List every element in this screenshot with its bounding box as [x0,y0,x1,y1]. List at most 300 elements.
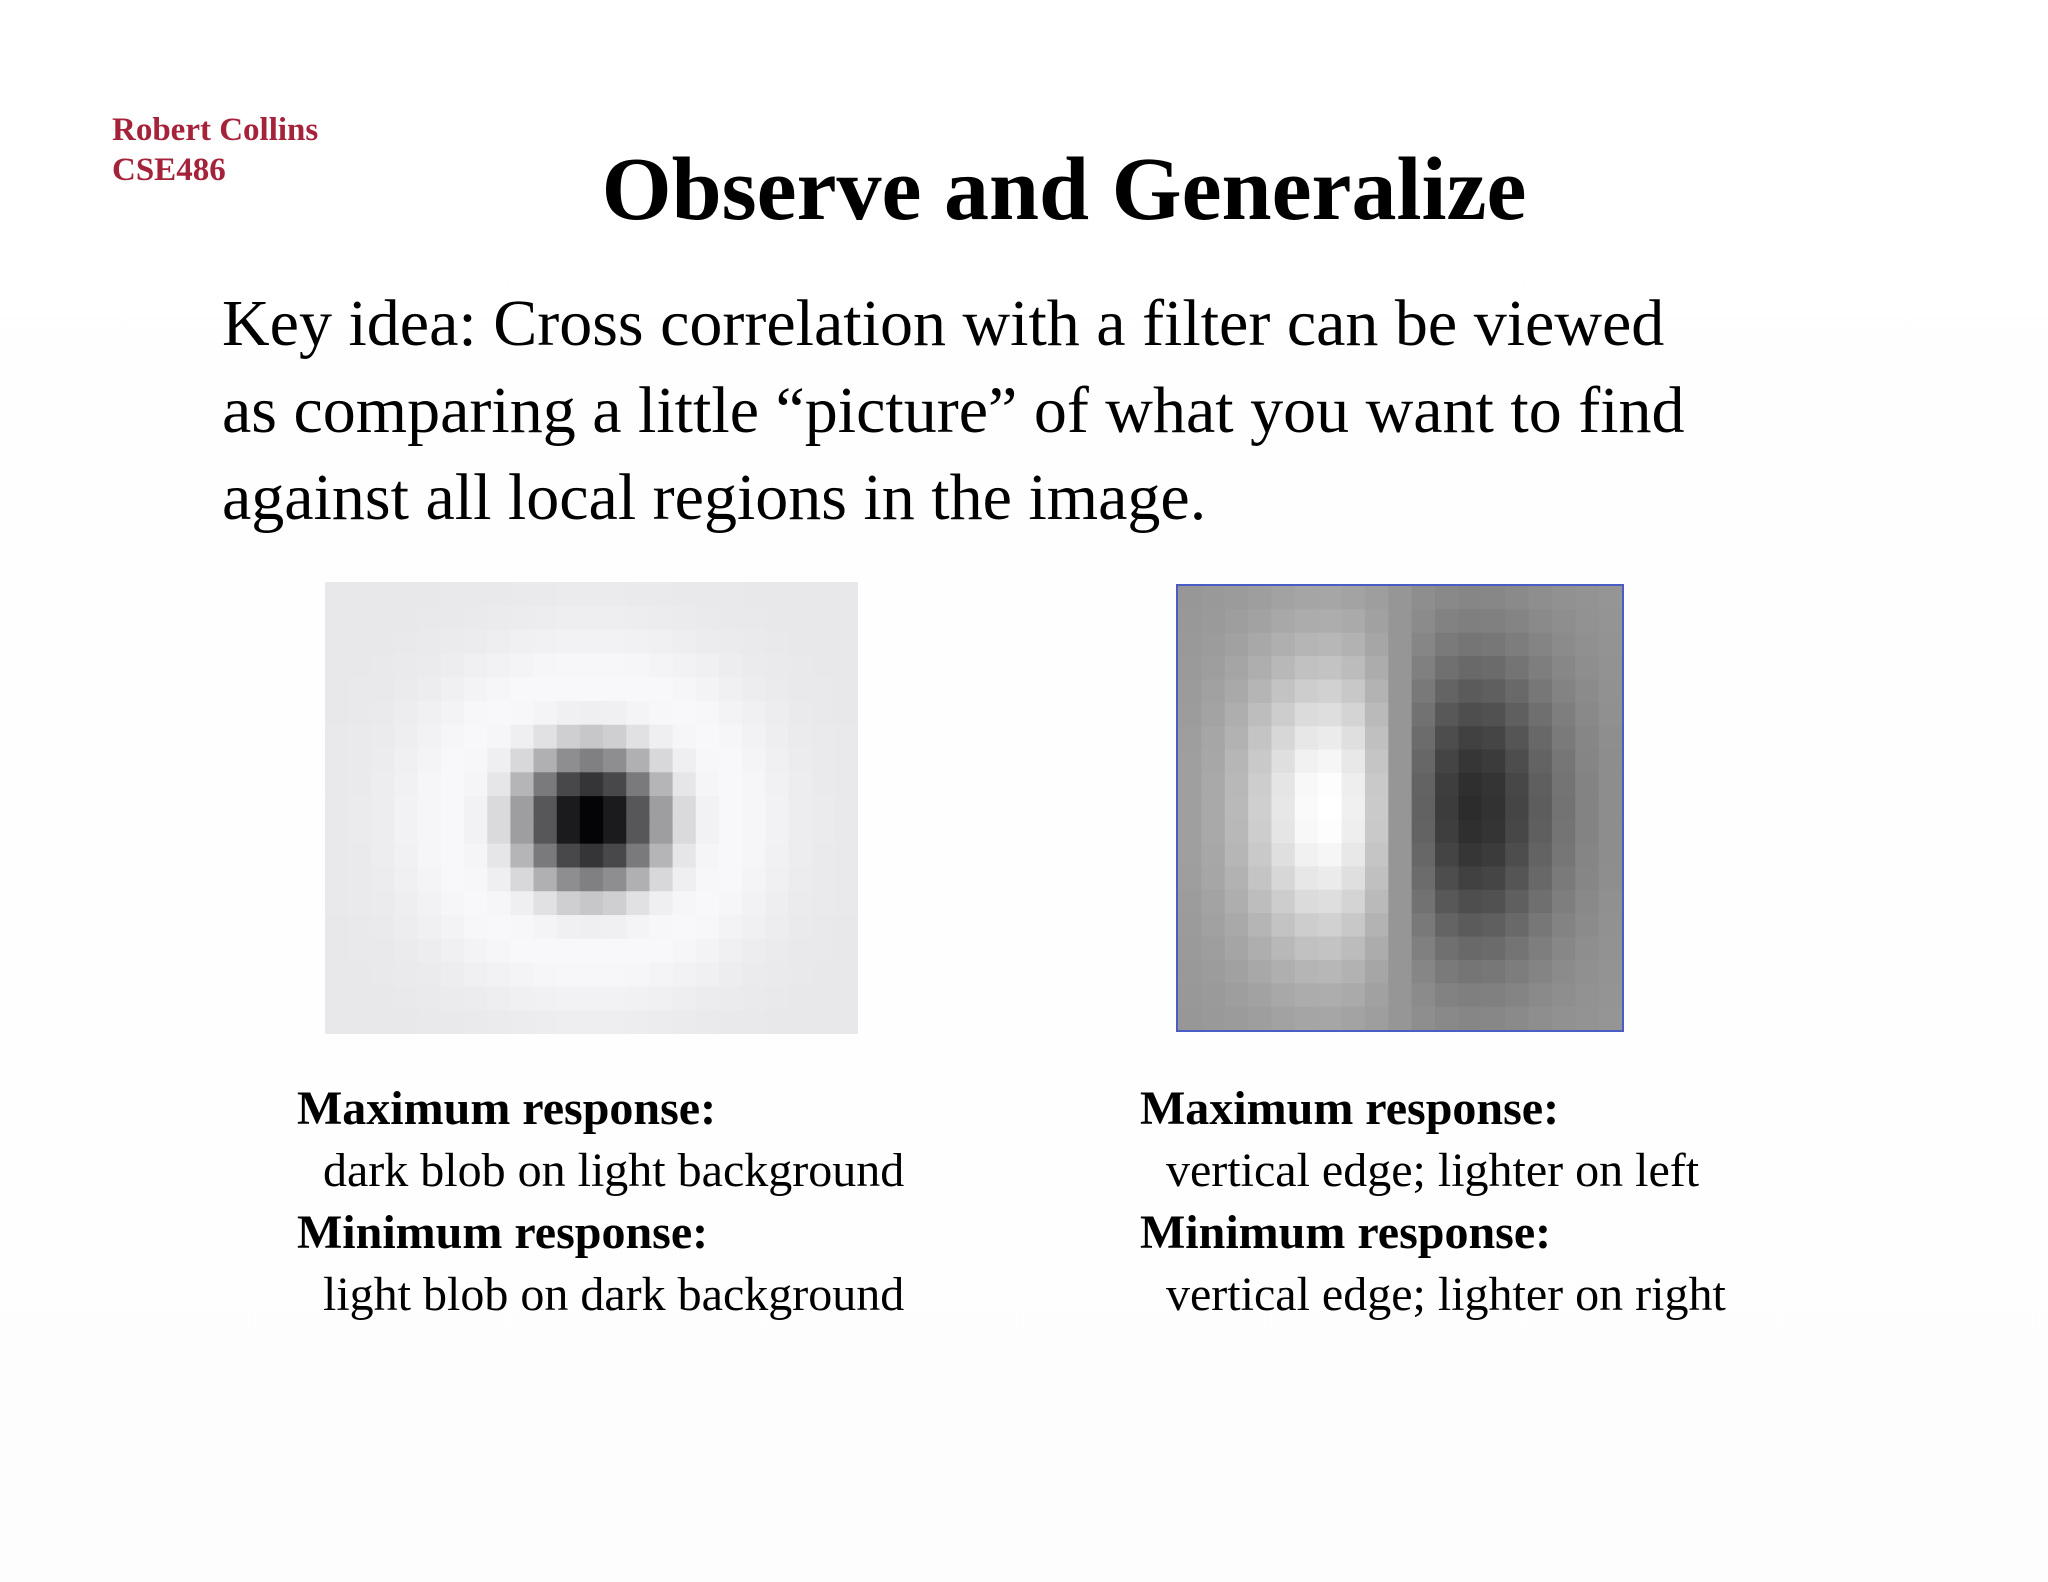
edge-filter-pixel [1342,796,1366,820]
edge-filter-pixel [1178,913,1202,937]
edge-filter-pixel [1248,820,1272,844]
blob-filter-pixel [580,653,604,677]
blob-filter-pixel [673,939,697,963]
blob-filter-pixel [812,963,836,987]
blob-filter-pixel [464,844,488,868]
blob-filter-pixel [418,867,442,891]
blob-filter-pixel [441,701,465,725]
blob-filter-pixel [395,749,419,773]
blob-filter-pixel [719,963,743,987]
edge-filter-pixel [1435,609,1459,633]
edge-filter-pixel [1599,866,1623,890]
blob-filter-pixel [742,606,766,630]
blob-filter-pixel [765,867,789,891]
blob-filter-pixel [765,796,789,820]
blob-filter-pixel [510,867,534,891]
blob-filter-pixel [742,1010,766,1034]
blob-filter-pixel [835,796,858,820]
course-code: CSE486 [112,152,226,188]
edge-filter-pixel [1412,656,1436,680]
blob-filter-pixel [673,986,697,1010]
edge-filter-pixel [1529,820,1553,844]
blob-filter-pixel [534,891,558,915]
edge-filter-pixel [1271,913,1295,937]
edge-filter-pixel [1388,656,1412,680]
blob-filter-pixel [626,915,650,939]
blob-filter-caption [297,1078,904,1326]
blob-filter-pixel [835,867,858,891]
blob-filter-pixel [371,725,395,749]
blob-filter-pixel [534,772,558,796]
blob-filter-pixel [418,749,442,773]
blob-filter-pixel [534,986,558,1010]
blob-filter-pixel [696,796,720,820]
blob-filter-pixel [765,606,789,630]
edge-filter-pixel [1342,703,1366,727]
edge-filter-pixel [1248,679,1272,703]
edge-filter-pixel [1248,1007,1272,1031]
edge-filter-pixel [1599,983,1623,1007]
blob-filter-pixel [418,701,442,725]
blob-filter-pixel [673,701,697,725]
edge-filter-pixel [1271,866,1295,890]
blob-filter-pixel [371,582,395,606]
blob-filter-pixel [835,582,858,606]
blob-filter-pixel [765,844,789,868]
edge-filter-pixel [1295,796,1319,820]
blob-filter-pixel [325,796,349,820]
blob-filter-pixel [395,796,419,820]
edge-filter-pixel [1271,773,1295,797]
edge-filter-pixel [1529,726,1553,750]
edge-filter-pixel [1412,703,1436,727]
blob-filter-pixel [696,891,720,915]
edge-filter-pixel [1318,983,1342,1007]
edge-filter-pixel [1248,866,1272,890]
edge-filter-pixel [1201,983,1225,1007]
blob-filter-pixel [603,820,627,844]
blob-filter-pixel [626,749,650,773]
blob-filter-pixel [510,820,534,844]
edge-filter-pixel [1458,820,1482,844]
max-response-label: Maximum response: [1140,1082,1560,1135]
blob-filter-pixel [719,582,743,606]
blob-filter-pixel [534,677,558,701]
edge-filter-pixel [1388,890,1412,914]
edge-filter-pixel [1178,633,1202,657]
blob-filter-pixel [534,796,558,820]
edge-filter-pixel [1365,960,1389,984]
edge-filter-pixel [1248,609,1272,633]
edge-filter-pixel [1365,703,1389,727]
max-response-desc: vertical edge; lighter on left [1166,1144,1700,1197]
blob-filter-pixel [673,630,697,654]
blob-filter-pixel [603,653,627,677]
edge-filter-pixel [1529,796,1553,820]
edge-filter-pixel [1458,609,1482,633]
edge-filter-pixel [1505,913,1529,937]
edge-filter-pixel [1225,913,1249,937]
blob-filter-pixel [765,772,789,796]
blob-filter-pixel [418,963,442,987]
blob-filter-pixel [464,963,488,987]
edge-filter-pixel [1388,1007,1412,1031]
blob-filter-pixel [696,772,720,796]
blob-filter-pixel [418,844,442,868]
blob-filter-pixel [649,725,673,749]
edge-filter-pixel [1575,866,1599,890]
edge-filter-pixel [1529,679,1553,703]
blob-filter-pixel [371,749,395,773]
blob-filter-pixel [812,844,836,868]
edge-filter-pixel [1435,773,1459,797]
edge-filter-pixel [1178,983,1202,1007]
blob-filter-pixel [371,630,395,654]
blob-filter-pixel [742,820,766,844]
edge-filter-pixel [1529,913,1553,937]
edge-filter-pixel [1435,586,1459,610]
blob-filter-pixel [325,986,349,1010]
blob-filter-pixel [812,986,836,1010]
blob-filter-pixel [441,867,465,891]
blob-filter-pixel [557,749,581,773]
blob-filter-pixel [742,772,766,796]
edge-filter-pixel [1248,937,1272,961]
blob-filter-pixel [696,677,720,701]
blob-filter-pixel [441,963,465,987]
edge-filter-pixel [1342,913,1366,937]
edge-filter-pixel [1271,609,1295,633]
blob-filter-pixel [835,915,858,939]
edge-filter-pixel [1505,1007,1529,1031]
edge-filter-pixel [1295,890,1319,914]
blob-filter-pixel [395,582,419,606]
blob-filter-pixel [626,701,650,725]
blob-filter-pixel [696,701,720,725]
edge-filter-pixel [1529,609,1553,633]
blob-filter-pixel [603,891,627,915]
edge-filter-pixel [1412,633,1436,657]
blob-filter-pixel [696,867,720,891]
blob-filter-pixel [557,606,581,630]
blob-filter-pixel [418,582,442,606]
blob-filter-pixel [626,867,650,891]
edge-filter-pixel [1295,960,1319,984]
key-idea-line: against all local regions in the image. [222,461,1207,534]
edge-filter-pixel [1482,960,1506,984]
edge-filter-pixel [1552,773,1576,797]
edge-filter-pixel [1201,890,1225,914]
blob-filter-pixel [812,630,836,654]
blob-filter-pixel [580,796,604,820]
edge-filter-pixel [1201,773,1225,797]
edge-filter-pixel [1178,750,1202,774]
blob-filter-pixel [487,630,511,654]
blob-filter-pixel [418,986,442,1010]
blob-filter-pixel [487,749,511,773]
edge-filter-pixel [1388,843,1412,867]
blob-filter-pixel [395,725,419,749]
edge-filter-pixel [1552,750,1576,774]
edge-filter-pixel [1412,750,1436,774]
edge-filter-pixel [1201,726,1225,750]
blob-filter-pixel [395,891,419,915]
edge-filter-pixel [1318,679,1342,703]
blob-filter-pixel [835,963,858,987]
blob-filter-pixel [719,1010,743,1034]
edge-filter-pixel [1225,609,1249,633]
edge-filter-pixel [1271,796,1295,820]
edge-filter-pixel [1248,983,1272,1007]
edge-filter-pixel [1248,773,1272,797]
blob-filter-pixel [603,772,627,796]
edge-filter-pixel [1225,750,1249,774]
blob-filter-pixel [649,582,673,606]
blob-filter-pixel [835,891,858,915]
edge-filter-pixel [1248,890,1272,914]
blob-filter-pixel [673,582,697,606]
blob-filter-pixel [557,582,581,606]
blob-filter-pixel [649,820,673,844]
blob-filter-pixel [325,606,349,630]
blob-filter-pixel [649,630,673,654]
blob-filter-pixel [696,582,720,606]
edge-filter-pixel [1529,1007,1553,1031]
blob-filter-pixel [835,820,858,844]
blob-filter-pixel [325,630,349,654]
blob-filter-pixel [441,891,465,915]
blob-filter-pixel [649,701,673,725]
blob-filter-pixel [487,915,511,939]
blob-filter-pixel [765,820,789,844]
edge-filter-pixel [1505,679,1529,703]
blob-filter-pixel [765,939,789,963]
edge-filter-pixel [1412,586,1436,610]
blob-filter-pixel [742,986,766,1010]
edge-filter-pixel [1318,1007,1342,1031]
edge-filter-pixel [1599,633,1623,657]
edge-filter-pixel [1505,866,1529,890]
blob-filter-pixel [626,725,650,749]
min-response-desc: vertical edge; lighter on right [1166,1268,1726,1321]
blob-filter-pixel [348,630,372,654]
edge-filter-pixel [1318,773,1342,797]
edge-filter-pixel [1295,586,1319,610]
blob-filter-pixel [464,915,488,939]
edge-filter-pixel [1458,960,1482,984]
blob-filter-pixel [487,677,511,701]
edge-filter-pixel [1201,960,1225,984]
blob-filter-pixel [325,701,349,725]
blob-filter-pixel [649,915,673,939]
blob-filter-pixel [325,677,349,701]
blob-filter-pixel [812,891,836,915]
blob-filter-pixel [348,986,372,1010]
edge-filter-pixel [1412,796,1436,820]
edge-filter-pixel [1225,633,1249,657]
edge-filter-pixel [1318,913,1342,937]
blob-filter-pixel [603,630,627,654]
blob-filter-pixel [348,796,372,820]
blob-filter-pixel [510,844,534,868]
blob-filter-pixel [441,796,465,820]
blob-filter-pixel [325,891,349,915]
blob-filter-pixel [649,939,673,963]
blob-filter-pixel [348,725,372,749]
blob-filter-pixel [742,891,766,915]
edge-filter-pixel [1388,866,1412,890]
edge-filter-pixel [1552,890,1576,914]
edge-filter-pixel [1365,609,1389,633]
blob-filter-pixel [464,820,488,844]
edge-filter-pixel [1482,656,1506,680]
blob-filter-pixel [812,820,836,844]
edge-filter-pixel [1178,773,1202,797]
blob-filter-pixel [719,939,743,963]
blob-filter-pixel [487,701,511,725]
edge-filter-pixel [1458,796,1482,820]
edge-filter-pixel [1412,820,1436,844]
edge-filter-pixel [1178,937,1202,961]
edge-filter-pixel [1318,633,1342,657]
blob-filter-pixel [395,867,419,891]
edge-filter-pixel [1342,633,1366,657]
edge-filter-pixel [1295,866,1319,890]
blob-filter-pixel [395,772,419,796]
blob-filter-pixel [441,986,465,1010]
blob-filter-pixel [510,582,534,606]
edge-filter-pixel [1599,703,1623,727]
blob-filter-pixel [441,939,465,963]
edge-filter-pixel [1225,820,1249,844]
edge-filter-pixel [1599,586,1623,610]
blob-filter-pixel [510,915,534,939]
blob-filter-pixel [649,986,673,1010]
blob-filter-pixel [371,1010,395,1034]
blob-filter-pixel [557,820,581,844]
blob-filter-pixel [418,1010,442,1034]
edge-filter-pixel [1271,1007,1295,1031]
blob-filter-pixel [487,796,511,820]
blob-filter-pixel [788,582,812,606]
blob-filter-pixel [626,653,650,677]
edge-filter-pixel [1575,726,1599,750]
edge-filter-pixel [1529,703,1553,727]
edge-filter-pixel [1412,866,1436,890]
edge-filter-pixel [1412,890,1436,914]
blob-filter-pixel [534,867,558,891]
edge-filter-pixel [1412,913,1436,937]
edge-filter-pixel [1318,796,1342,820]
blob-filter-pixel [788,963,812,987]
blob-filter-pixel [395,630,419,654]
edge-filter-pixel [1225,866,1249,890]
edge-filter-pixel [1388,726,1412,750]
edge-filter-pixel [1458,773,1482,797]
edge-filter-pixel [1435,679,1459,703]
blob-filter-pixel [464,772,488,796]
blob-filter-pixel [649,844,673,868]
edge-filter-pixel [1575,843,1599,867]
edge-filter-pixel [1295,703,1319,727]
edge-filter-pixel [1178,843,1202,867]
edge-filter-pixel [1552,586,1576,610]
edge-filter-pixel [1458,633,1482,657]
edge-filter-pixel [1201,750,1225,774]
edge-filter-pixel [1482,913,1506,937]
edge-filter-pixel [1318,820,1342,844]
edge-filter-pixel [1388,750,1412,774]
blob-filter-pixel [395,844,419,868]
blob-filter-pixel [487,725,511,749]
edge-filter-pixel [1248,586,1272,610]
edge-filter-pixel [1505,960,1529,984]
blob-filter-pixel [557,1010,581,1034]
blob-filter-pixel [649,1010,673,1034]
blob-filter-pixel [580,963,604,987]
blob-filter-pixel [719,891,743,915]
blob-filter-pixel [348,867,372,891]
blob-filter-pixel [510,606,534,630]
blob-filter-pixel [765,749,789,773]
edge-filter-pixel [1599,960,1623,984]
edge-filter-pixel [1178,866,1202,890]
blob-filter-pixel [765,963,789,987]
blob-filter-pixel [534,725,558,749]
blob-filter-pixel [534,701,558,725]
blob-filter-pixel [464,725,488,749]
blob-filter-pixel [812,725,836,749]
edge-filter-pixel [1318,960,1342,984]
edge-filter-pixel [1225,703,1249,727]
blob-filter-pixel [557,891,581,915]
edge-filter-pixel [1575,609,1599,633]
blob-filter-pixel [395,915,419,939]
edge-filter-pixel [1295,983,1319,1007]
blob-filter-pixel [835,630,858,654]
edge-filter-pixel [1575,913,1599,937]
edge-filter-pixel [1458,586,1482,610]
blob-filter-pixel [742,701,766,725]
edge-filter-pixel [1201,796,1225,820]
blob-filter-pixel [788,915,812,939]
edge-filter-pixel [1458,843,1482,867]
edge-filter-pixel [1295,726,1319,750]
blob-filter-pixel [742,963,766,987]
blob-filter-pixel [510,939,534,963]
edge-filter-pixel [1365,843,1389,867]
edge-filter-pixel [1599,679,1623,703]
blob-filter-pixel [788,725,812,749]
blob-filter-pixel [348,915,372,939]
blob-filter-pixel [371,653,395,677]
edge-filter-pixel [1295,609,1319,633]
blob-filter-pixel [348,677,372,701]
edge-filter-pixel [1271,656,1295,680]
blob-filter-pixel [835,1010,858,1034]
blob-filter-pixel [835,986,858,1010]
blob-filter-pixel [534,820,558,844]
blob-filter-pixel [371,939,395,963]
blob-filter-pixel [418,820,442,844]
edge-filter-pixel [1482,773,1506,797]
blob-filter-pixel [719,606,743,630]
blob-filter-pixel [371,701,395,725]
edge-filter-pixel [1575,750,1599,774]
blob-filter-pixel [510,677,534,701]
blob-filter-pixel [649,677,673,701]
edge-filter-pixel [1295,773,1319,797]
